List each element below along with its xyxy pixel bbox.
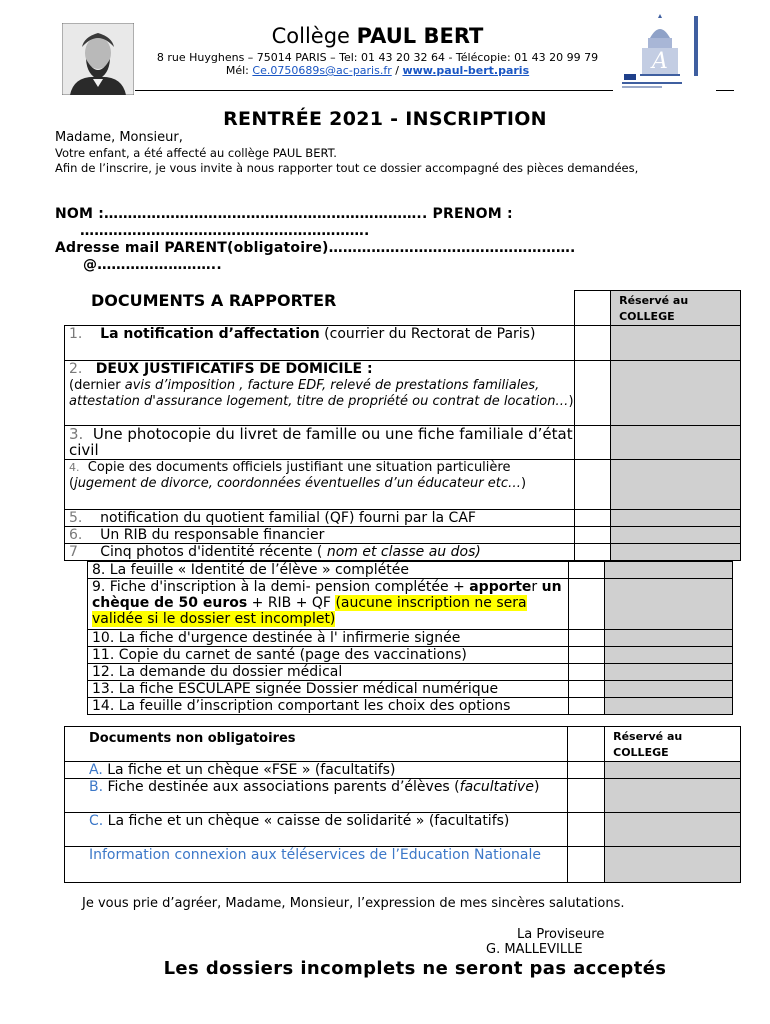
check-cell[interactable]: [575, 544, 611, 561]
check-cell[interactable]: [575, 361, 611, 426]
table-row: [65, 326, 741, 361]
list-item: 14. La feuille d’inscription comportant les choix des options: [88, 698, 569, 715]
list-item: 6. Un RIB du responsable financier: [65, 527, 575, 544]
list-item: 9. Fiche d'inscription à la demi- pension complétée + apporter un chèque de 50 euros + RIB + QF (aucune inscription ne sera validée si le dossier est incomplet): [88, 579, 569, 630]
reserved-cell: [605, 779, 741, 813]
school-address: 8 rue Huyghens – 75014 PARIS – Tel: 01 43 20 32 64 - Télécopie: 01 43 20 99 79: [156, 51, 599, 64]
page-title: RENTRÉE 2021 - INSCRIPTION: [223, 108, 547, 130]
check-cell[interactable]: [575, 326, 611, 361]
table-row: [65, 813, 741, 847]
reserved-cell: [605, 681, 733, 698]
reserved-cell: [611, 527, 741, 544]
list-item: 12. La demande du dossier médical: [88, 664, 569, 681]
reserved-cell: [611, 426, 741, 460]
check-cell[interactable]: [569, 647, 605, 664]
documents-table: [64, 290, 741, 561]
table-row: [65, 847, 741, 883]
reserved-cell: [605, 664, 733, 681]
list-item: B. Fiche destinée aux associations parents d’élèves (facultative): [65, 779, 568, 813]
parent-email-field[interactable]: Adresse mail PARENT(obligatoire)…………………………………………….: [55, 240, 576, 256]
nom-prenom-field[interactable]: NOM :………………………………………………………….. PRENOM :: [55, 206, 513, 222]
website-link[interactable]: www.paul-bert.paris: [402, 64, 530, 77]
portrait-engraving-icon: [62, 23, 134, 95]
checkbox-header: [575, 291, 611, 326]
greeting: Madame, Monsieur,: [55, 130, 183, 145]
reserved-cell: [605, 647, 733, 664]
list-item: 4. Copie des documents officiels justifiant une situation particulière (jugement de divorce, coordonnées éventuelles d’un éducateur etc…): [65, 460, 575, 510]
check-cell[interactable]: [568, 762, 605, 779]
signature-role: La Proviseure: [517, 927, 605, 942]
table-row: [88, 698, 733, 715]
parent-email-continuation[interactable]: @……………………..: [83, 257, 222, 273]
contact-separator: /: [395, 64, 399, 77]
prenom-continuation[interactable]: …………………………………………………….: [80, 223, 370, 239]
email-link[interactable]: Ce.0750689s@ac-paris.fr: [252, 64, 392, 77]
table-row: [88, 681, 733, 698]
school-title: [140, 24, 615, 48]
reserved-cell: [605, 579, 733, 630]
table-row: [65, 779, 741, 813]
checkbox-header: [568, 727, 605, 762]
table-row: [65, 762, 741, 779]
table-row: [88, 579, 733, 630]
list-item: C. La fiche et un chèque « caisse de solidarité » (facultatifs): [65, 813, 568, 847]
list-item: 7 Cinq photos d'identité récente ( nom et classe au dos): [65, 544, 575, 561]
closing-salutation: Je vous prie d’agréer, Madame, Monsieur, l’expression de mes sincères salutations.: [82, 896, 625, 911]
school-contact-line: [140, 64, 615, 77]
table-row: [65, 460, 741, 510]
check-cell[interactable]: [568, 779, 605, 813]
list-item: 5. notification du quotient familial (QF) fourni par la CAF: [65, 510, 575, 527]
table-row: [88, 647, 733, 664]
college-logo-icon: [620, 12, 706, 92]
check-cell[interactable]: [569, 698, 605, 715]
table-row: [88, 664, 733, 681]
list-item: 10. La fiche d'urgence destinée à l' infirmerie signée: [88, 630, 569, 647]
mail-label: Mél:: [225, 64, 249, 77]
reserved-college-header: Réservé au COLLEGE: [611, 291, 741, 326]
check-cell[interactable]: [575, 510, 611, 527]
school-prefix: Collège: [271, 24, 350, 48]
table-row: [65, 544, 741, 561]
intro-line-2: Afin de l’inscrire, je vous invite à nous rapporter tout ce dossier accompagné des pièces demandées,: [55, 161, 639, 175]
table-row: [65, 527, 741, 544]
section3-heading: Documents non obligatoires: [65, 727, 568, 762]
table-row: [88, 630, 733, 647]
optional-documents-table: [64, 726, 741, 883]
list-item: 13. La fiche ESCULAPE signée Dossier médical numérique: [88, 681, 569, 698]
check-cell[interactable]: [569, 630, 605, 647]
reserved-cell: [605, 847, 741, 883]
table-row: [65, 426, 741, 460]
highlighted-warning: (aucune inscription ne sera validée si le dossier est incomplet): [92, 595, 527, 627]
list-item: A. La fiche et un chèque «FSE » (facultatifs): [65, 762, 568, 779]
reserved-cell: [605, 813, 741, 847]
section1-heading: DOCUMENTS A RAPPORTER: [91, 291, 337, 310]
check-cell[interactable]: [575, 426, 611, 460]
svg-text:A: A: [652, 49, 668, 74]
table-row: [65, 361, 741, 426]
check-cell[interactable]: [568, 813, 605, 847]
list-item: 1. La notification d’affectation (courrier du Rectorat de Paris): [65, 326, 575, 361]
reserved-college-header-2: Réservé au COLLEGE: [605, 727, 741, 762]
header-rule: [135, 90, 613, 91]
signature-name: G. MALLEVILLE: [486, 942, 583, 957]
list-item: 3. Une photocopie du livret de famille ou une fiche familiale d’état civil: [65, 426, 575, 460]
header-rule-right: [716, 90, 734, 91]
check-cell[interactable]: [569, 664, 605, 681]
intro-line-1: Votre enfant, a été affecté au collège PAUL BERT.: [55, 146, 337, 160]
check-cell[interactable]: [575, 460, 611, 510]
check-cell[interactable]: [568, 847, 605, 883]
reserved-cell: [605, 562, 733, 579]
list-item: 11. Copie du carnet de santé (page des vaccinations): [88, 647, 569, 664]
reserved-cell: [605, 698, 733, 715]
check-cell[interactable]: [569, 562, 605, 579]
list-item: 2. DEUX JUSTIFICATIFS DE DOMICILE : (dernier avis d’imposition , facture EDF, relevé de prestations familiales, attestation d'assurance logement, titre de propriété ou contrat de location…): [65, 361, 575, 426]
check-cell[interactable]: [569, 579, 605, 630]
table-row: [65, 510, 741, 527]
reserved-cell: [611, 510, 741, 527]
table-row: [88, 562, 733, 579]
reserved-cell: [605, 630, 733, 647]
reserved-cell: [611, 460, 741, 510]
check-cell[interactable]: [575, 527, 611, 544]
check-cell[interactable]: [569, 681, 605, 698]
reserved-cell: [605, 762, 741, 779]
reserved-cell: [611, 544, 741, 561]
school-name: PAUL BERT: [356, 24, 484, 48]
reserved-cell: [611, 326, 741, 361]
incomplete-warning-footer: Les dossiers incomplets ne seront pas acceptés: [163, 958, 667, 979]
documents-table-2: [87, 561, 733, 715]
reserved-cell: [611, 361, 741, 426]
list-item: 8. La feuille « Identité de l’élève » complétée: [88, 562, 569, 579]
list-item: Information connexion aux téléservices de l’Education Nationale: [65, 847, 568, 883]
